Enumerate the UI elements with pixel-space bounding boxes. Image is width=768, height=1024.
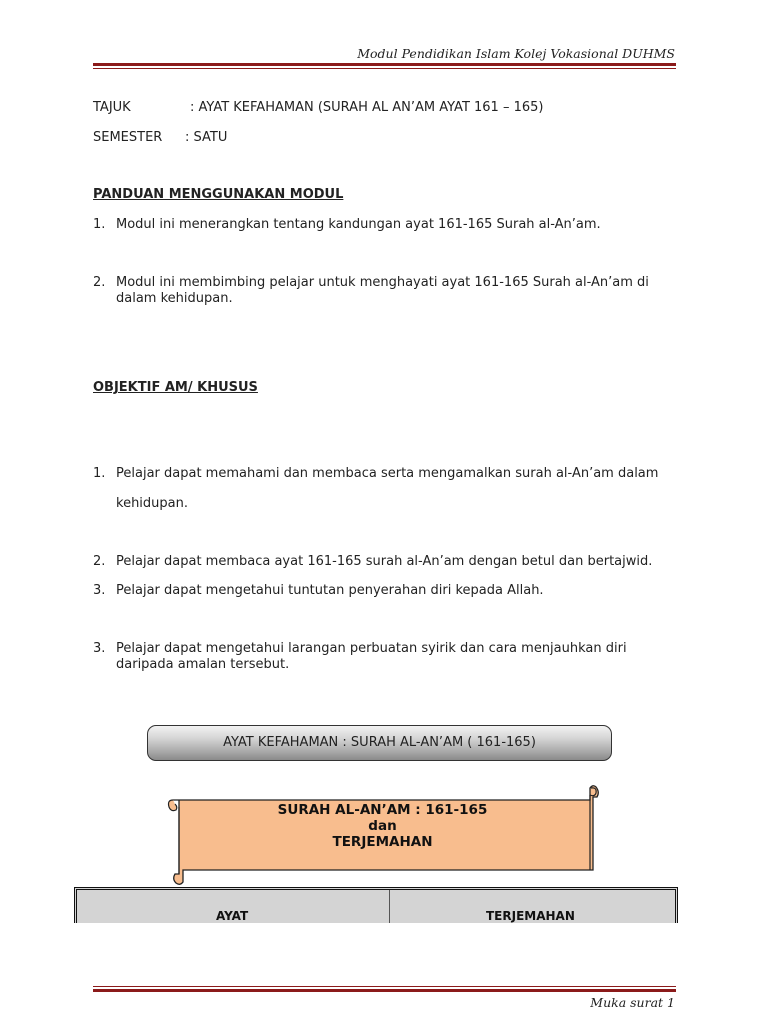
guide-item — [0, 275, 768, 315]
objective-item-num: 2. — [93, 554, 106, 569]
objective-item — [0, 554, 768, 574]
guide-item — [0, 217, 768, 237]
objective-item-text: Pelajar dapat mengetahui larangan perbuatan syirik dan cara menjauhkan diri daripada amalan tersebut. — [116, 641, 627, 672]
header-rule-thick — [93, 63, 676, 66]
scroll-line-3: TERJEMAHAN — [332, 834, 433, 850]
scroll-line-1: SURAH AL-AN’AM : 161-165 — [277, 802, 488, 818]
header-title: Modul Pendidikan Islam Kolej Vokasional DUHMS — [357, 46, 675, 61]
section-banner: AYAT KEFAHAMAN : SURAH AL-AN’AM ( 161-165) — [147, 725, 612, 761]
objective-item — [0, 466, 768, 516]
semester-value: : SATU — [185, 130, 228, 145]
objective-item-num: 1. — [93, 466, 106, 481]
guide-item-num: 1. — [93, 217, 106, 232]
objective-item-num: 3. — [93, 583, 106, 598]
guide-item-num: 2. — [93, 275, 106, 290]
guide-item-text: Modul ini membimbing pelajar untuk menghayati ayat 161-165 Surah al-An’am di dalam kehidupan. — [116, 275, 649, 306]
table-header-terjemahan: TERJEMAHAN — [486, 909, 575, 923]
topic-value: : AYAT KEFAHAMAN (SURAH AL AN’AM AYAT 161 – 165) — [190, 100, 544, 115]
objective-item — [0, 583, 768, 603]
semester-label: SEMESTER — [93, 130, 163, 145]
objective-item-text: Pelajar dapat memahami dan membaca serta mengamalkan surah al-An’am dalam — [116, 466, 659, 481]
objective-item-text: Pelajar dapat membaca ayat 161-165 surah al-An’am dengan betul dan bertajwid. — [116, 554, 653, 569]
topic-label: TAJUK — [93, 100, 131, 115]
objective-item-text: Pelajar dapat mengetahui tuntutan penyerahan diri kepada Allah. — [116, 583, 544, 598]
objective-item-num: 3. — [93, 641, 106, 656]
page-number: Muka surat 1 — [590, 995, 675, 1010]
table-column-divider — [389, 890, 390, 923]
scroll-line-2: dan — [368, 818, 397, 834]
footer-rule-thin — [93, 986, 676, 987]
ayat-table-header — [74, 887, 678, 923]
table-header-ayat: AYAT — [216, 909, 249, 923]
guide-heading: PANDUAN MENGGUNAKAN MODUL — [93, 187, 344, 202]
footer-rule-thick — [93, 989, 676, 992]
objective-item-text-continued: kehidupan. — [116, 496, 188, 511]
scroll-title — [180, 802, 585, 850]
guide-item-text: Modul ini menerangkan tentang kandungan ayat 161-165 Surah al-An’am. — [116, 217, 601, 232]
objective-item — [0, 641, 768, 681]
header-rule-thin — [93, 68, 676, 69]
objectives-heading: OBJEKTIF AM/ KHUSUS — [93, 380, 258, 395]
